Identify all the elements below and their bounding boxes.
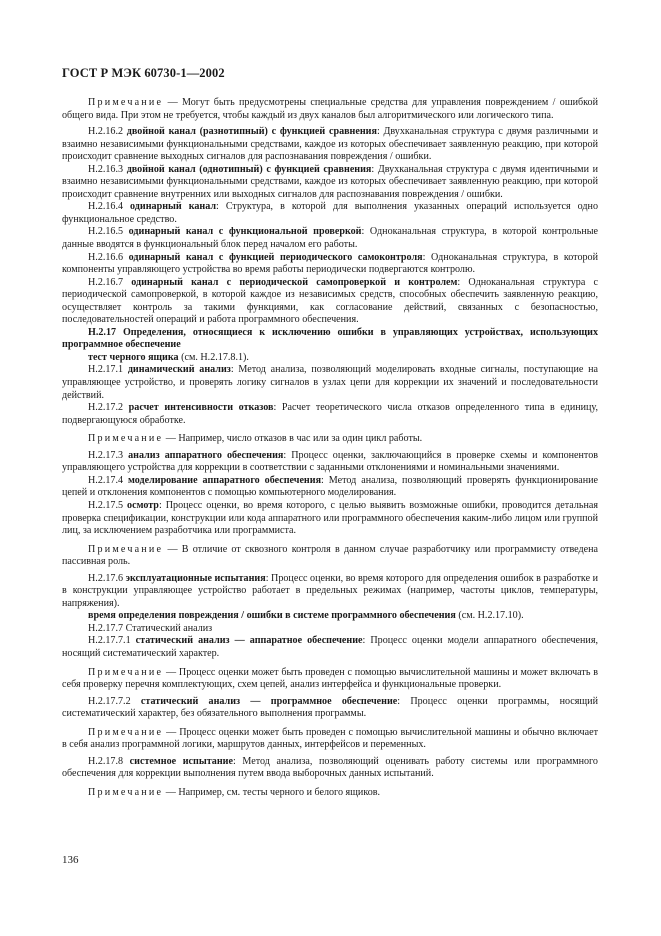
note-label: Примечание — [88, 433, 164, 445]
term: тест черного ящика — [88, 351, 179, 363]
term: осмотр — [127, 499, 159, 511]
note-5: Примечание — Например, см. тесты черного и белого ящиков. — [88, 786, 381, 798]
definition-h-2-17-1: Н.2.17.1 динамический анализ: Метод анализа, позволяющий моделировать входные сигналы, поступающие на управляющее устройство, и проверять логику сигналов в узлах цепи для коррекции их значений и последовательности действий. — [62, 364, 598, 401]
definition-h-2-16-3: Н.2.16.3 двойной канал (однотипный) с функцией сравнения: Двухканальная структура с двумя идентичными и взаимно независимыми функциональными средствами, каждое из которых обеспечивает заявленную реакцию, при которой происходит сравнение внутренних или выходных сигналов для распознавания повреждения / ошибки. — [62, 163, 599, 200]
definition-h-2-16-6: Н.2.16.6 одинарный канал с функцией периодического самоконтроля: Одноканальная структура, в которой компоненты управляющего устройства во время работы периодически подвергаются контролю. — [62, 251, 598, 276]
term: анализ аппаратного обеспечения — [128, 449, 284, 461]
note-label: Примечание — [88, 543, 164, 555]
term: одинарный канал — [130, 201, 217, 213]
page-number: 136 — [62, 854, 79, 866]
note-2: Примечание — В отличие от сквозного контроля в данном случае разработчику или программисту отведена пассивная роль. — [62, 543, 598, 568]
definition-h-2-16-7: Н.2.16.7 одинарный канал с периодической самопроверкой и контролем: Одноканальная структура с периодической самопроверкой, в которой каждое из независимых средств, способных обеспечить заявленную реакцию, осуществляет контроль за такими функциями, как согласование действий, связанных с безопасностью, последовательностей операций и работа программного обеспечения. — [62, 276, 599, 326]
note-label: Примечание — [88, 786, 164, 798]
note-4: Примечание — Процесс оценки может быть проведен с помощью вычислительной машины и обычно включает в себя анализ программной логики, маршрутов данных, интерфейсов и переменных. — [62, 726, 598, 751]
term: статический анализ — программное обеспечение — [140, 695, 398, 707]
term: двойной канал (разнотипный) с функцией сравнения — [126, 126, 377, 138]
term: двойной канал (однотипный) с функцией сравнения — [126, 163, 372, 175]
definition-h-2-17-3: Н.2.17.3 анализ аппаратного обеспечения: Процесс оценки, заключающийся в проверке схемы и компонентов управляющего устройства для коррекции в соответствии с заданными отклонениями и номинальными значениями. — [62, 449, 599, 474]
term: моделирование аппаратного обеспечения — [128, 474, 322, 486]
definition-h-2-17-8: Н.2.17.8 системное испытание: Метод анализа, позволяющий оценивать работу системы или программного обеспечения для коррекции выполнения путем ввода выборочных данных испытаний. — [62, 755, 598, 780]
term: одинарный канал с периодической самопроверкой и контролем — [131, 276, 458, 288]
note-1: Примечание — Например, число отказов в час или за один цикл работы. — [88, 433, 423, 445]
definition-h-2-17-7-2: Н.2.17.7.2 статический анализ — программное обеспечение: Процесс оценки программы, носящий систематический характер, без обязательного выполнения программы. — [62, 695, 598, 720]
definition-fault-detection-time: время определения повреждения / ошибки в системе программного обеспечения (см. Н.2.17.10). — [88, 610, 524, 622]
term: одинарный канал с функцией периодического самоконтроля — [128, 251, 423, 263]
term: одинарный канал с функциональной проверкой — [128, 226, 362, 238]
definition-h-2-17-2: Н.2.17.2 расчет интенсивности отказов: Расчет теоретического числа отказов определенного типа в единицу, подвергающуюся обработке. — [62, 402, 598, 426]
note-label: Примечание — [88, 97, 164, 108]
definition-h-2-17-7-1: Н.2.17.7.1 статический анализ — аппаратное обеспечение: Процесс оценки модели аппаратного обеспечения, носящий систематический характер. — [62, 635, 598, 659]
standard-header: ГОСТ Р МЭК 60730-1—2002 — [62, 66, 225, 80]
definition-h-2-16-5: Н.2.16.5 одинарный канал с функциональной проверкой: Одноканальная структура, в которой контрольные данные вводятся в функциональный блок перед началом его работы. — [62, 226, 598, 251]
definition-h-2-17-5: Н.2.17.5 осмотр: Процесс оценки, во время которого, с целью выявить возможные ошибки, проводится детальная проверка спецификации, конструкции или кода аппаратного или программного обеспечения каким-либо лицом или группой лиц, за исключением разработчика или программиста. — [62, 499, 598, 537]
term: расчет интенсивности отказов — [128, 402, 274, 414]
note-label: Примечание — [88, 666, 164, 678]
definition-h-2-16-2: Н.2.16.2 двойной канал (разнотипный) с функцией сравнения: Двухканальная структура с двумя различными и взаимно независимыми функциональными средствами, каждое из которых обеспечивает заявленную реакцию, при которой происходит сравнение выходных сигналов для распознавания повреждения / ошибки. — [62, 126, 598, 163]
term: статический анализ — аппаратное обеспечение — [135, 635, 363, 647]
definition-black-box-test: тест черного ящика (см. Н.2.17.8.1). — [88, 351, 249, 363]
term: системное испытание — [129, 755, 233, 767]
note-3: Примечание — Процесс оценки может быть проведен с помощью вычислительной машины и может включать в себя проверку перечня комплектующих, схем цепей, анализ интерфейса и функциональные проверки. — [62, 666, 598, 691]
definition-h-2-17-4: Н.2.17.4 моделирование аппаратного обеспечения: Метод анализа, позволяющий проверять функционирование цепей и отклонения компонентов с помощью компьютерного моделирования. — [62, 474, 598, 499]
note-0: Примечание — Могут быть предусмотрены специальные средства для управления повреждением / ошибкой общего вида. При этом не требуется, чтобы каждый из двух каналов был алгоритмического или логического типа. — [62, 97, 598, 121]
term: динамический анализ — [127, 364, 231, 376]
document-body — [62, 97, 598, 803]
note-label: Примечание — [88, 726, 164, 738]
definition-h-2-16-4: Н.2.16.4 одинарный канал: Структура, в которой для выполнения указанных операций используется одно функциональное средство. — [62, 201, 598, 225]
section-heading-h-2-17: Н.2.17 Определения, относящиеся к исключению ошибки в управляющих устройствах, использующих программное обеспечение — [62, 326, 598, 351]
definition-h-2-17-6: Н.2.17.6 эксплуатационные испытания: Процесс оценки, во время которого для определения ошибок в разработке и в конструкции управляющее устройство работает в предельных режимах (например, частоты циклов, температуры, напряжения). — [62, 572, 598, 609]
term: время определения повреждения / ошибки в системе программного обеспечения — [88, 610, 456, 622]
subsection-h-2-17-7: Н.2.17.7 Статический анализ — [88, 622, 213, 634]
term: эксплуатационные испытания — [125, 572, 266, 584]
